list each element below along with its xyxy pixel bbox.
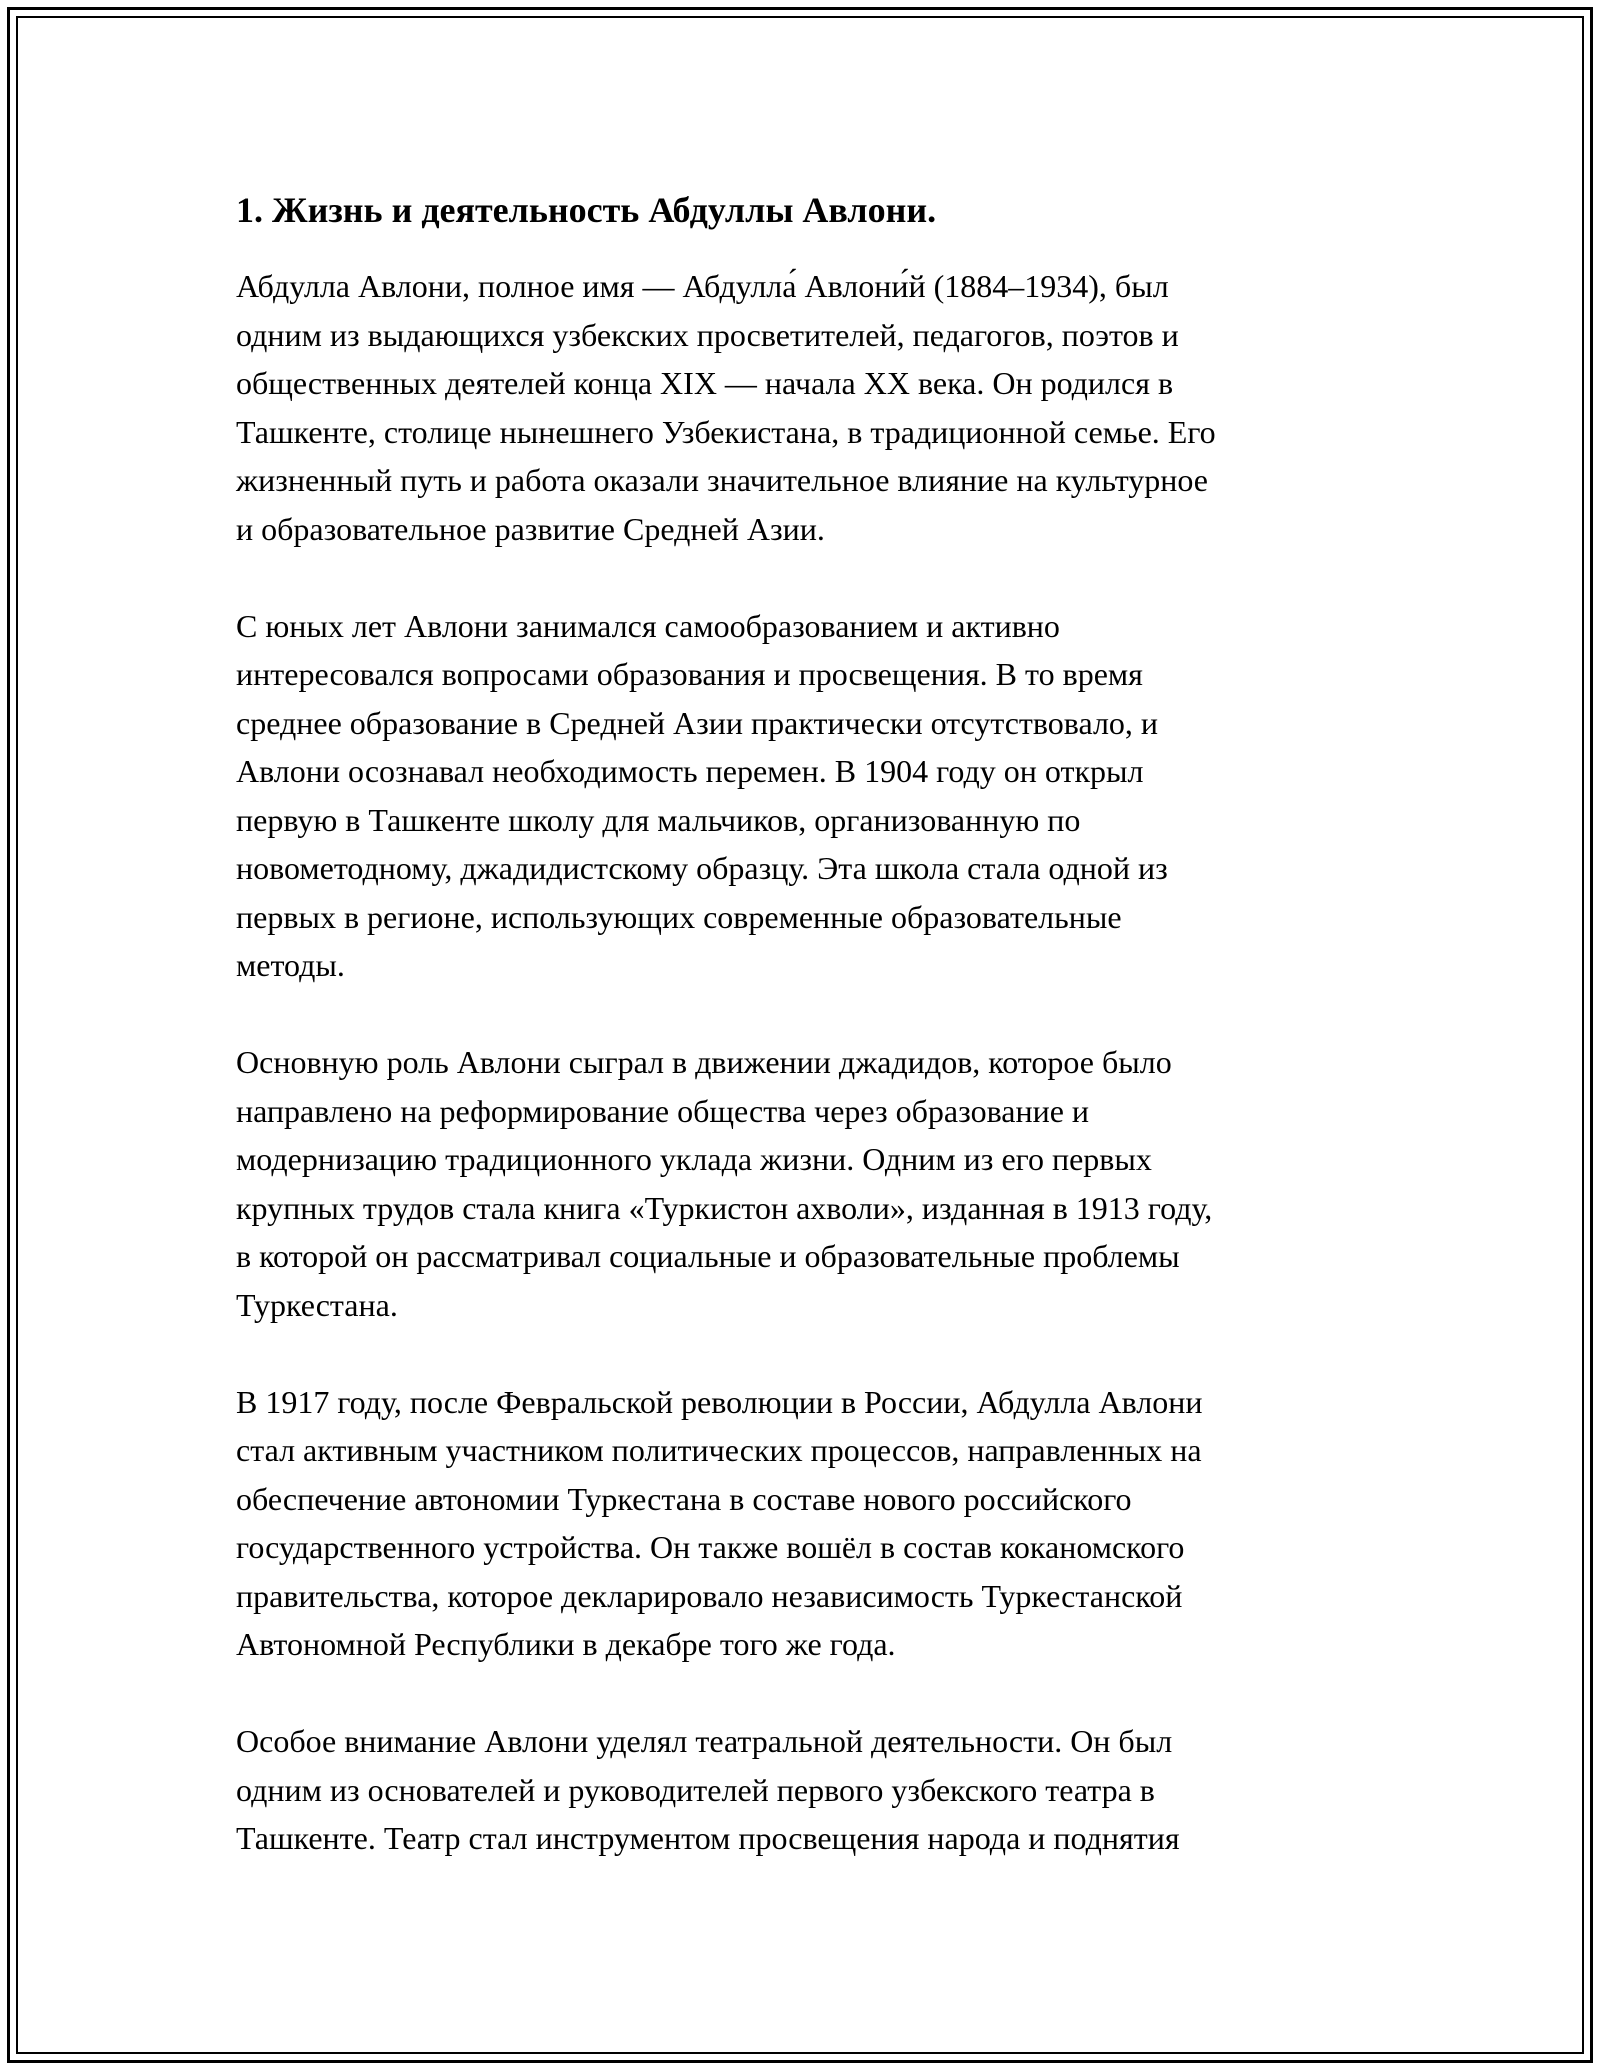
paragraph-education: С юных лет Авлони занимался самообразованием и активно интересовался вопросами образования и просвещения. В то время среднее образование в Средней Азии практически отсутствовало, и Авлони осознавал необходимость перемен. В 1904 году он открыл первую в Ташкенте школу для мальчиков, организованную по новометодному, джадидистскому образцу. Эта школа стала одной из первых в регионе, использующих современные образовательные методы. [236,607,1168,983]
paragraph-theatre: Особое внимание Авлони уделял театральной деятельности. Он был одним из основателей и руководителей первого узбекского театра в Ташкенте. Театр стал инструментом просвещения народа и поднятия [236,1723,1180,1856]
paragraph-politics: В 1917 году, после Февральской революции в России, Абдулла Авлони стал активным участником политических процессов, направленных на обеспечение автономии Туркестана в составе нового российского государственного устройства. Он также вошёл в состав коканомского правительства, которое декларировало независимость Туркестанской Автономной Республики в декабре того же года. [236,1383,1203,1662]
section-heading: 1. Жизнь и деятельность Абдуллы Авлони. [236,190,937,230]
paragraph-intro: Абдулла Авлони, полное имя — Абдулла́ Авлони́й (1884–1934), был одним из выдающихся узбекских просветителей, педагогов, поэтов и общественных деятелей конца XIX — начала XX века. Он родился в Ташкенте, столице нынешнего Узбекистана, в традиционной семье. Его жизненный путь и работа оказали значительное влияние на культурное и образовательное развитие Средней Азии. [236,268,1216,547]
paragraph-jadid-movement: Основную роль Авлони сыграл в движении джадидов, которое было направлено на реформирование общества через образование и модернизацию традиционного уклада жизни. Одним из его первых крупных трудов стала книга «Туркистон ахволи», изданная в 1913 году, в которой он рассматривал социальные и образовательные проблемы Туркестана. [236,1044,1213,1323]
document-body [236,188,1376,1911]
